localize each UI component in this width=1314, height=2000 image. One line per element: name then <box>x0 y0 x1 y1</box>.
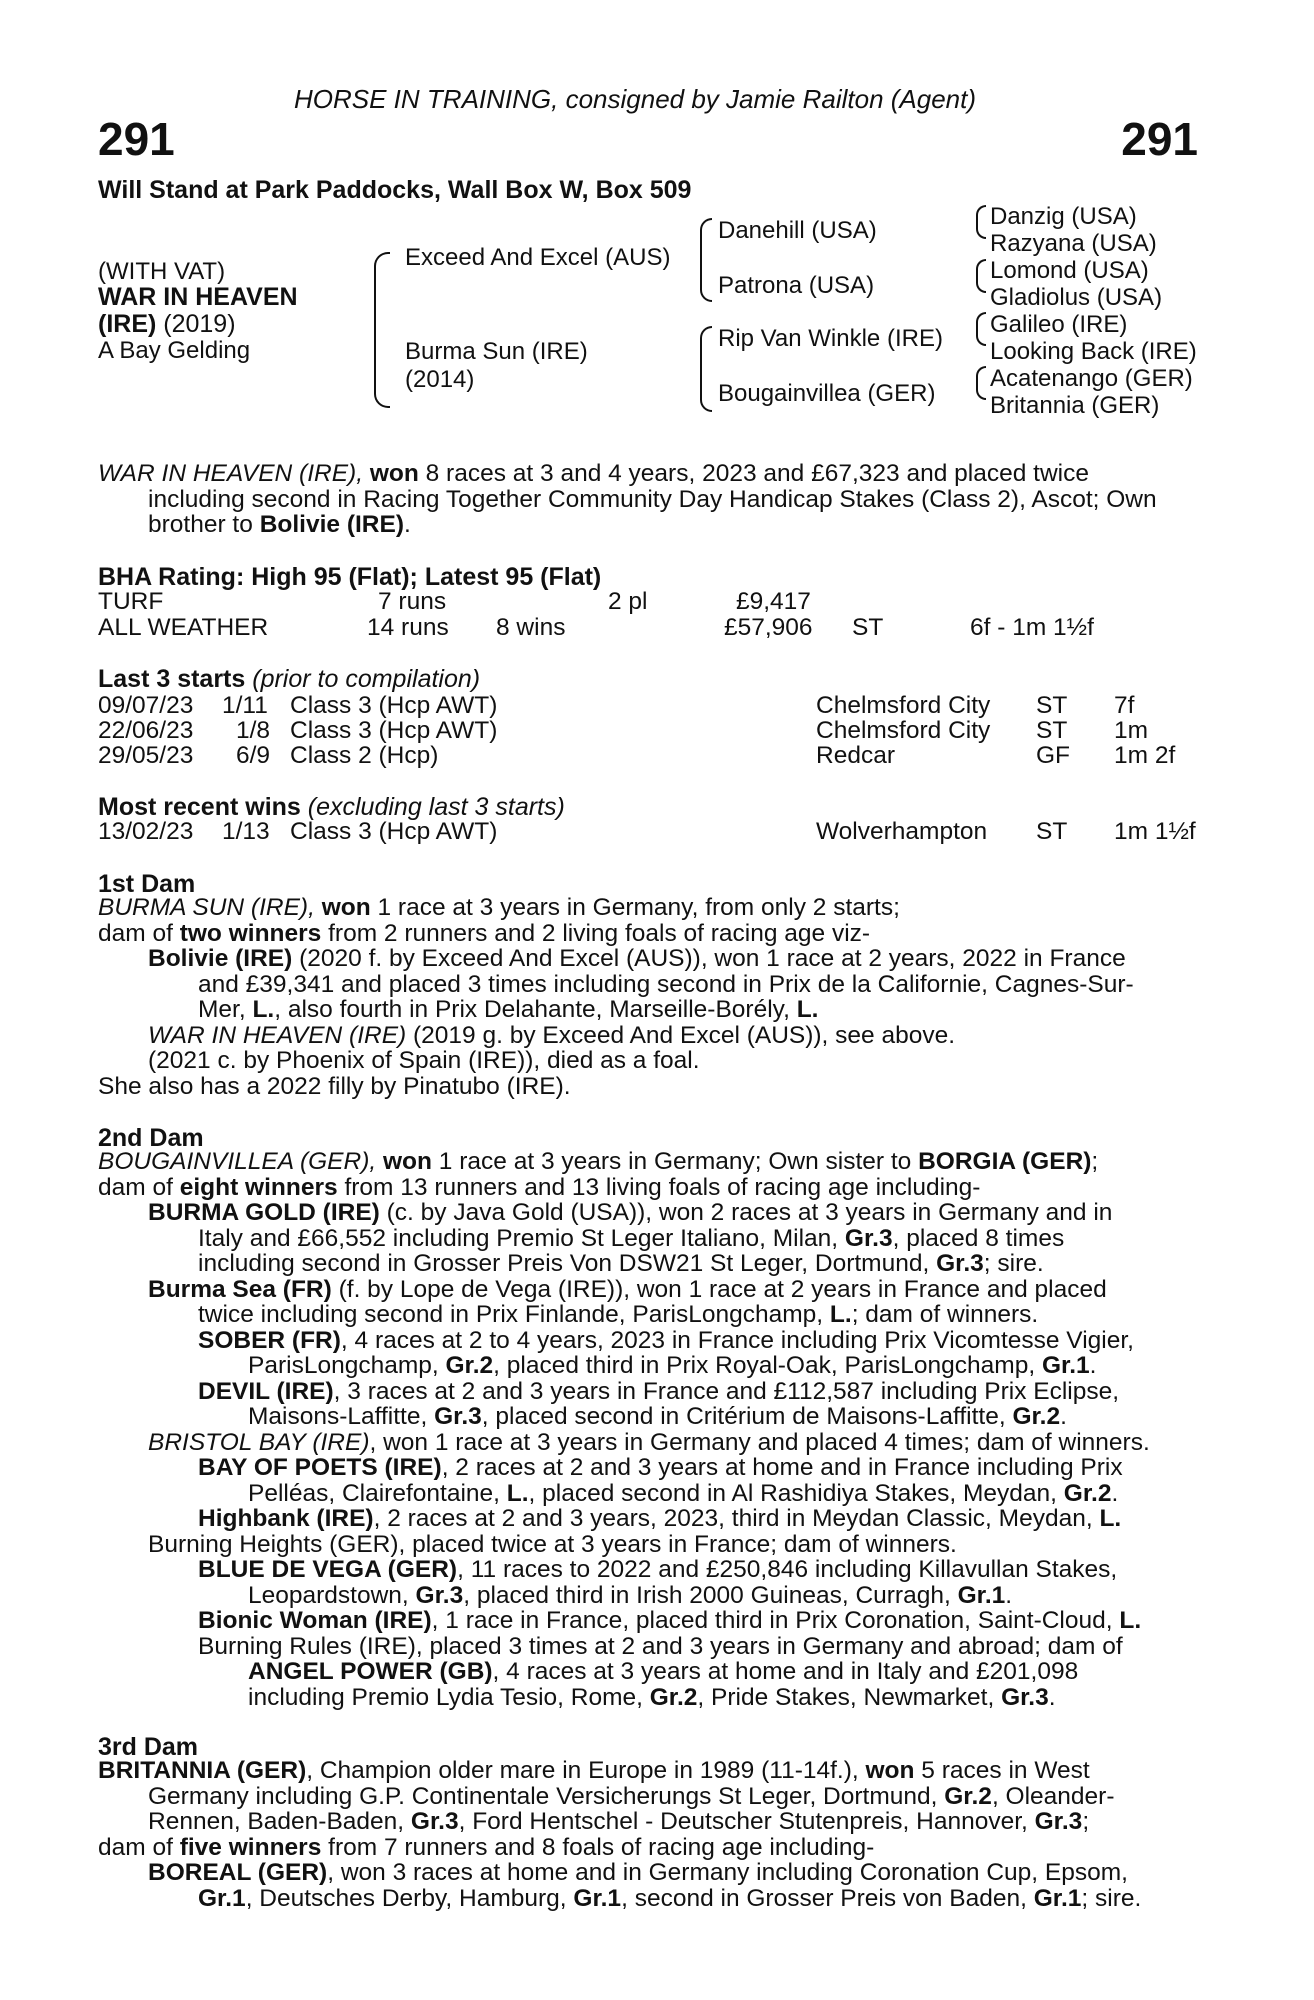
win-course: Wolverhampton <box>816 818 988 845</box>
pedigree-sire: Exceed And Excel (AUS) <box>405 244 671 271</box>
start-date: 09/07/23 <box>98 692 194 719</box>
rating-placed: 2 pl <box>608 588 648 615</box>
stand-location: Will Stand at Park Paddocks, Wall Box W, Box 509 <box>98 176 692 204</box>
last3-heading: Last 3 starts (prior to compilation) <box>98 665 481 693</box>
rating-going: ST <box>852 614 884 641</box>
third-dam-text: BRITANNIA (GER), Champion older mare in Europe in 1989 (11-14f.), won 5 races in West Germany including G.P. Continentale Versicherungs St Leger, Dortmund, Gr.2, Oleander- Rennen, Baden-Baden, Gr.3, Ford Hentschel - Deutscher Stutenpreis, Hannover, Gr.3; dam of five winners from 7 runners and 8 foals of racing age including- BOREAL (GER), won 3 races at home and in Germany including Coronation Cup, Epsom, Gr.1, Deutsches Derby, Hamburg, Gr.1, second in Grosser Preis von Baden, Gr.1; sire. <box>98 1757 1142 1912</box>
recent-wins-heading: Most recent wins (excluding last 3 starts) <box>98 793 565 821</box>
rating-wins: 8 wins <box>496 614 566 641</box>
pedigree-sire-dam: Patrona (USA) <box>718 272 875 299</box>
start-position: 1/8 <box>236 717 271 744</box>
start-race: Class 2 (Hcp) <box>290 742 439 769</box>
rating-surface: ALL WEATHER <box>98 614 269 641</box>
pedigree-sss: Danzig (USA) <box>990 203 1137 230</box>
win-race: Class 3 (Hcp AWT) <box>290 818 498 845</box>
pedigree-sdd: Gladiolus (USA) <box>990 284 1163 311</box>
win-date: 13/02/23 <box>98 818 194 845</box>
vat-note: (WITH VAT) <box>98 258 226 285</box>
start-course: Chelmsford City <box>816 717 991 744</box>
start-date: 22/06/23 <box>98 717 194 744</box>
horse-description: A Bay Gelding <box>98 337 251 364</box>
pedigree-dam-year: (2014) <box>405 366 475 393</box>
pedigree-sds: Lomond (USA) <box>990 257 1149 284</box>
start-going: ST <box>1036 692 1068 719</box>
lot-number-left: 291 <box>98 113 175 165</box>
lot-number-right: 291 <box>1121 113 1198 165</box>
third-dam-heading: 3rd Dam <box>98 1733 199 1761</box>
win-position: 1/13 <box>222 818 270 845</box>
pedigree-dam-sire: Rip Van Winkle (IRE) <box>718 325 943 352</box>
pedigree-brace <box>700 326 712 412</box>
consignor-line: HORSE IN TRAINING, consigned by Jamie Railton (Agent) <box>294 84 977 114</box>
rating-surface: TURF <box>98 588 164 615</box>
start-going: GF <box>1036 742 1071 769</box>
bha-rating-heading: BHA Rating: High 95 (Flat); Latest 95 (Flat) <box>98 563 602 591</box>
rating-distance: 6f - 1m 1½f <box>970 614 1094 641</box>
rating-prize: £9,417 <box>736 588 811 615</box>
second-dam-heading: 2nd Dam <box>98 1124 204 1152</box>
pedigree-dsd: Looking Back (IRE) <box>990 338 1197 365</box>
start-position: 1/11 <box>222 692 268 719</box>
start-distance: 1m 2f <box>1114 742 1176 769</box>
pedigree-brace <box>700 218 712 302</box>
pedigree-sire-sire: Danehill (USA) <box>718 217 877 244</box>
start-date: 29/05/23 <box>98 742 194 769</box>
horse-name: WAR IN HEAVEN <box>98 283 298 311</box>
start-course: Chelmsford City <box>816 692 991 719</box>
start-course: Redcar <box>816 742 895 769</box>
pedigree-brace <box>976 366 986 400</box>
start-position: 6/9 <box>236 742 271 769</box>
pedigree-dds: Acatenango (GER) <box>990 365 1193 392</box>
horse-name-suffix: (IRE) (2019) <box>98 310 236 338</box>
pedigree-brace <box>976 312 986 346</box>
pedigree-ddd: Britannia (GER) <box>990 392 1160 419</box>
rating-prize: £57,906 <box>724 614 813 641</box>
first-dam-heading: 1st Dam <box>98 870 196 898</box>
start-race: Class 3 (Hcp AWT) <box>290 717 498 744</box>
start-going: ST <box>1036 717 1068 744</box>
rating-runs: 14 runs <box>367 614 449 641</box>
win-going: ST <box>1036 818 1068 845</box>
rating-runs: 7 runs <box>378 588 447 615</box>
pedigree-dam-dam: Bougainvillea (GER) <box>718 380 936 407</box>
second-dam-text: BOUGAINVILLEA (GER), won 1 race at 3 years in Germany; Own sister to BORGIA (GER); dam of eight winners from 13 runners and 13 living foals of racing age including- BURMA GOLD (IRE) (c. by Java Gold (USA)), won 2 races at 3 years in Germany and in Italy and £66,552 including Premio St Leger Italiano, Milan, Gr.3, placed 8 times including second in Grosser Preis Von DSW21 St Leger, Dortmund, Gr.3; sire. Burma Sea (FR) (f. by Lope de Vega (IRE)), won 1 race at 2 years in France and placed twice including second in Prix Finlande, ParisLongchamp, L.; dam of winners. SOBER (FR), 4 races at 2 to 4 years, 2023 in France including Prix Vicomtesse Vigier, ParisLongchamp, Gr.2, placed third in Prix Royal-Oak, ParisLongchamp, Gr.1. DEVIL (IRE), 3 races at 2 and 3 years in France and £112,587 including Prix Eclipse, Maisons-Laffitte, Gr.3, placed second in Critérium de Maisons-Laffitte, Gr.2. BRISTOL BAY (IRE), won 1 race at 3 years in Germany and placed 4 times; dam of winners. BAY OF POETS (IRE), 2 races at 2 and 3 years at home and in France including Prix Pelléas, Clairefontaine, L., placed second in Al Rashidiya Stakes, Meydan, Gr.2. Highbank (IRE), 2 races at 2 and 3 years, 2023, third in Meydan Classic, Meydan, L. Burning Heights (GER), placed twice at 3 years in France; dam of winners. BLUE DE VEGA (GER), 11 races to 2022 and £250,846 including Killavullan Stakes, Leopardstown, Gr.3, placed third in Irish 2000 Guineas, Curragh, Gr.1. Bionic Woman (IRE), 1 race in France, placed third in Prix Coronation, Saint-Cloud, L. Burning Rules (IRE), placed 3 times at 2 and 3 years in Germany and abroad; dam of ANGEL POWER (GB), 4 races at 3 years at home and in Italy and £201,098 including Premio Lydia Tesio, Rome, Gr.2, Pride Stakes, Newmarket, Gr.3. <box>98 1148 1150 1711</box>
start-race: Class 3 (Hcp AWT) <box>290 692 498 719</box>
race-summary: WAR IN HEAVEN (IRE), won 8 races at 3 and 4 years, 2023 and £67,323 and placed twice including second in Racing Together Community Day Handicap Stakes (Class 2), Ascot; Own brother to Bolivie (IRE). <box>98 460 1157 538</box>
start-distance: 1m <box>1114 717 1149 744</box>
pedigree-brace <box>976 259 986 293</box>
pedigree-brace <box>976 205 986 239</box>
pedigree-dam: Burma Sun (IRE) <box>405 338 588 365</box>
pedigree-brace <box>374 252 390 408</box>
first-dam-text: BURMA SUN (IRE), won 1 race at 3 years in Germany, from only 2 starts; dam of two winners from 2 runners and 2 living foals of racing age viz- Bolivie (IRE) (2020 f. by Exceed And Excel (AUS)), won 1 race at 2 years, 2022 in France and £39,341 and placed 3 times including second in Prix de la Californie, Cagnes-Sur- Mer, L., also fourth in Prix Delahante, Marseille-Borély, L. WAR IN HEAVEN (IRE) (2019 g. by Exceed And Excel (AUS)), see above. (2021 c. by Phoenix of Spain (IRE)), died as a foal. She also has a 2022 filly by Pinatubo (IRE). <box>98 894 1134 1100</box>
pedigree-dss: Galileo (IRE) <box>990 311 1128 338</box>
pedigree-ssd: Razyana (USA) <box>990 230 1157 257</box>
start-distance: 7f <box>1114 692 1135 719</box>
win-distance: 1m 1½f <box>1114 818 1196 845</box>
